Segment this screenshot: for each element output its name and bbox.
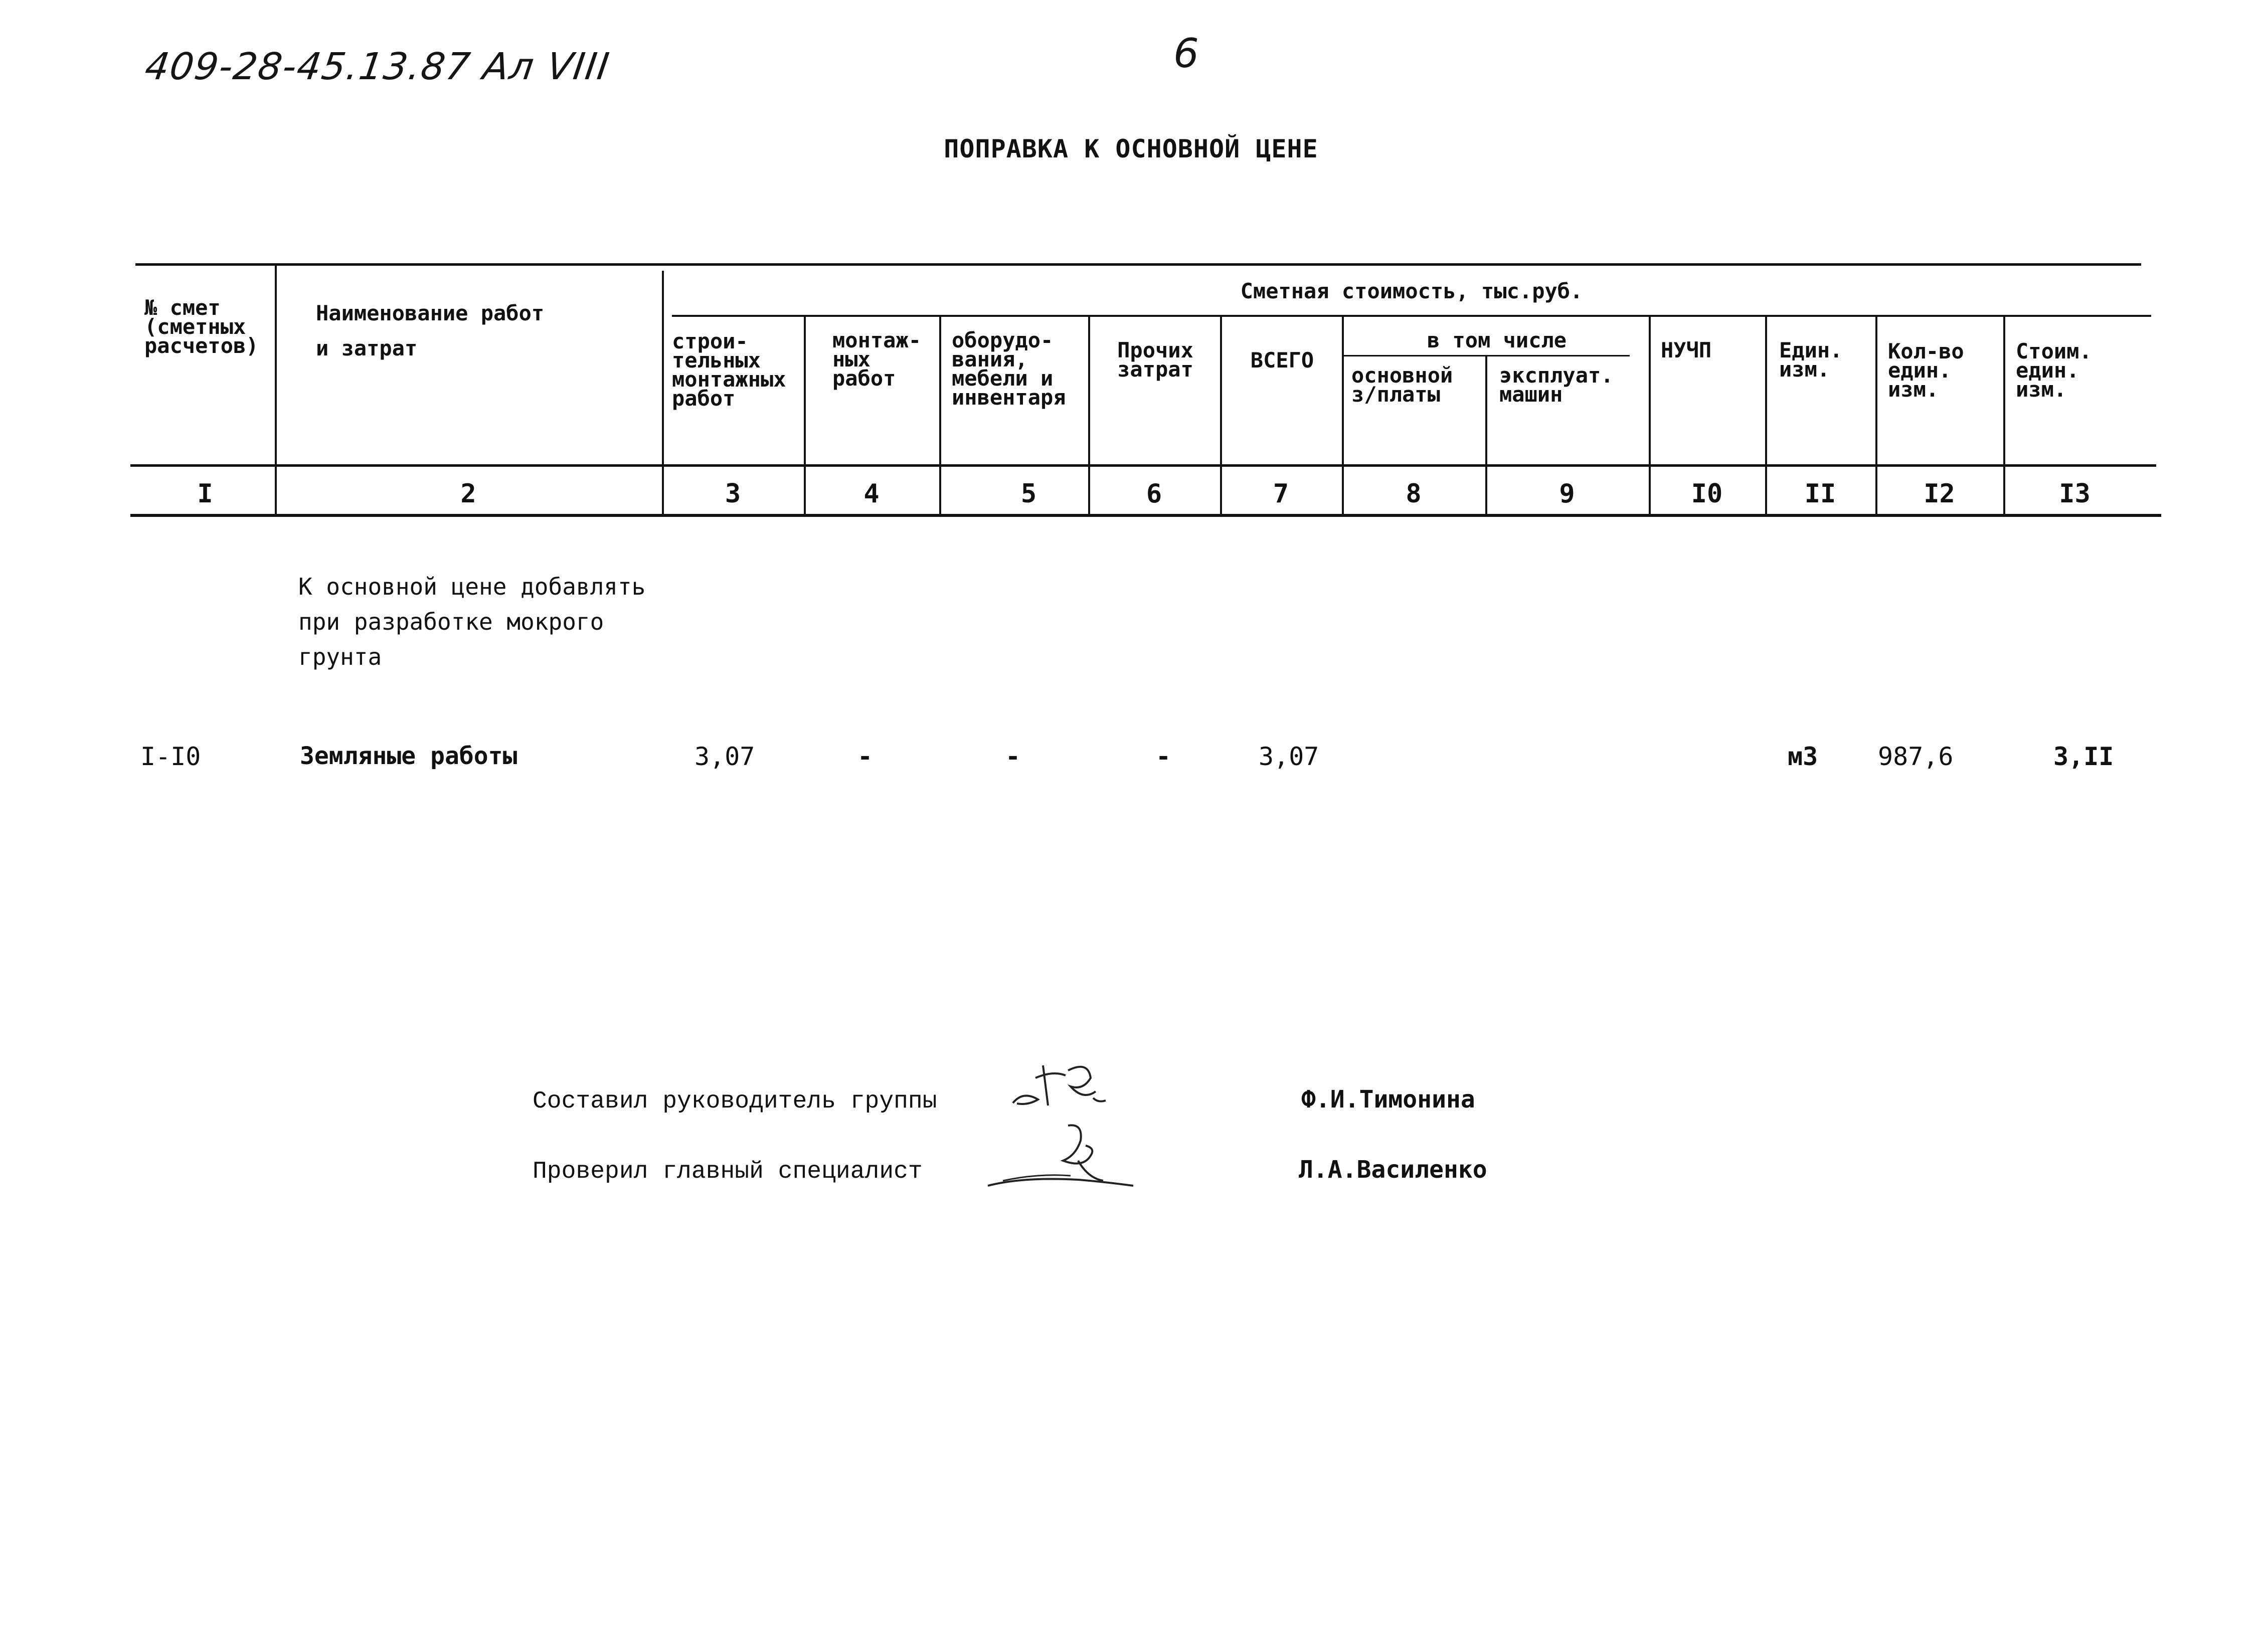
column-number-5: 5 — [1020, 479, 1037, 509]
header-including: в том числе — [1427, 328, 1567, 352]
checker-name: Л.А.Василенко — [1299, 1156, 1487, 1184]
column-number-12: I2 — [1924, 479, 1955, 509]
header-nuchp: НУЧП — [1661, 338, 1712, 362]
row-quantity: 987,6 — [1878, 742, 1954, 771]
note-line-2: при разработке мокрого — [298, 608, 604, 635]
column-number-3: 3 — [725, 479, 741, 509]
row-other-cost: - — [1156, 742, 1171, 771]
signature-checker — [983, 1121, 1143, 1196]
header-bottom-rule — [130, 464, 2156, 467]
header-estimate-cost: Сметная стоимость, тыс.руб. — [1240, 279, 1583, 303]
row-estimate-code: I-I0 — [140, 742, 201, 771]
column-number-1: I — [197, 479, 213, 509]
group-header-rule — [672, 315, 2151, 317]
column-number-6: 6 — [1146, 479, 1162, 509]
header-equipment: оборудо- вания, мебели и инвентаря — [952, 328, 1066, 410]
column-number-10: I0 — [1691, 479, 1723, 509]
compiler-name: Ф.И.Тимонина — [1301, 1085, 1475, 1114]
header-unit-cost: Стоим. един. изм. — [2016, 339, 2092, 402]
signature-compiler — [1008, 1055, 1128, 1121]
compiled-by-label: Составил руководитель группы — [533, 1088, 937, 1115]
row-total-cost: 3,07 — [1259, 742, 1319, 771]
document-code: 409-28-45.13.87 Ал VIII — [142, 45, 613, 88]
table-bottom-rule — [130, 514, 2161, 517]
header-total: ВСЕГО — [1250, 348, 1314, 373]
column-number-4: 4 — [863, 479, 880, 509]
row-work-name: Земляные работы — [300, 742, 517, 770]
page-title: ПОПРАВКА К ОСНОВНОЙ ЦЕНЕ — [944, 134, 1318, 163]
column-number-7: 7 — [1273, 479, 1289, 509]
row-installation-cost: - — [857, 742, 873, 771]
row-construction-cost: 3,07 — [694, 742, 755, 771]
row-unit-cost: 3,II — [2053, 742, 2114, 771]
note-text — [298, 569, 645, 674]
note-line-1: К основной цене добавлять — [298, 573, 646, 600]
column-number-2: 2 — [460, 479, 476, 509]
checked-by-label: Проверил главный специалист — [533, 1158, 923, 1185]
header-construction-works: строи- тельных монтажных работ — [672, 329, 786, 411]
header-quantity: Кол-во един. изм. — [1888, 339, 1964, 402]
table-top-rule — [135, 263, 2141, 266]
header-unit: Един. изм. — [1779, 338, 1843, 382]
row-equipment-cost: - — [1005, 742, 1021, 771]
header-other-costs: Прочих затрат — [1117, 338, 1193, 382]
column-number-11: II — [1804, 479, 1836, 509]
column-number-9: 9 — [1559, 479, 1575, 509]
row-unit: м3 — [1788, 742, 1818, 771]
note-line-3: грунта — [298, 643, 382, 670]
column-number-8: 8 — [1406, 479, 1422, 509]
col-divider-2 — [662, 271, 664, 514]
header-work-name: Наименование работ и затрат — [316, 301, 545, 360]
header-installation-works: монтаж- ных работ — [832, 328, 922, 391]
header-estimate-number: № смет (сметных расчетов) — [144, 295, 259, 358]
col-divider-1 — [275, 266, 277, 514]
column-number-13: I3 — [2059, 479, 2091, 509]
header-machine-operation: эксплуат. машин — [1499, 363, 1614, 407]
header-base-wages: основной з/платы — [1351, 363, 1453, 407]
page-number: 6 — [1173, 30, 1199, 77]
